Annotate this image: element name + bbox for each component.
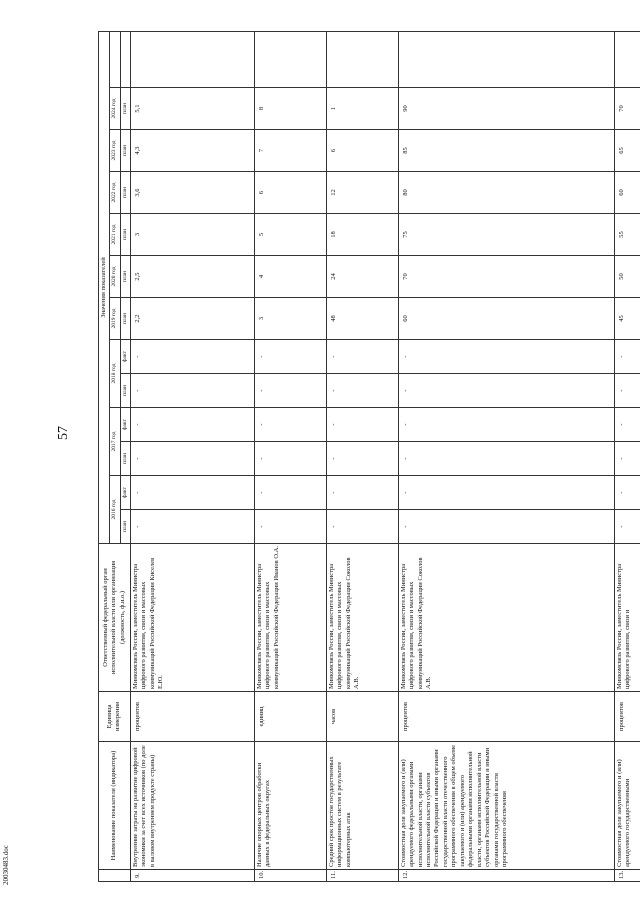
value-cell: - [614,510,640,544]
value-cell: 45 [614,298,640,340]
header-year: 2023 год [110,130,120,172]
responsible-cell: Минкомсвязь России, заместитель Министра цифрового развития, связи и [614,544,640,692]
value-cell: - [398,510,614,544]
value-cell: 50 [614,256,640,298]
header-year: 2020 год [110,256,120,298]
header-plan: план [120,130,130,172]
value-cell: 85 [398,130,614,172]
empty-cell [254,31,326,87]
value-cell: - [254,442,326,476]
header-fact: факт [120,476,130,510]
responsible-cell: Минкомсвязь России, заместитель Министра цифрового развития, связи и массовых коммуникаций Российской Федерации Киселев Е.Ю. [130,544,254,692]
footer-file-name: 20030483.doc [2,845,10,885]
header-empty [120,31,130,87]
value-cell: 7 [254,130,326,172]
value-cell: 4 [254,256,326,298]
unit-cell: единиц [254,692,326,742]
empty-cell [614,31,640,87]
value-cell: 1 [326,88,398,130]
header-responsible: Ответственный федеральный орган исполнительной власти или организация (должность, ф.и.о.) [99,544,131,692]
table-row [398,31,614,881]
value-cell: 3,6 [130,172,254,214]
responsible-cell: Минкомсвязь России, заместитель Министра цифрового развития, связи и массовых коммуникаций Российской Федерации Иванов О.А. [254,544,326,692]
header-plan: план [120,256,130,298]
value-cell: - [130,340,254,374]
header-fact: факт [120,340,130,374]
unit-cell: процентов [614,692,640,742]
row-number: 12. [398,870,614,882]
indicator-name: Средний срок простоя государственных информационных систем в результате компьютерных атак [326,742,398,870]
value-cell: - [130,510,254,544]
responsible-cell: Минкомсвязь России, заместитель Министра цифрового развития, связи и массовых коммуникаций Российской Федерации Соколов А.В. [326,544,398,692]
value-cell: - [398,340,614,374]
value-cell: 70 [614,88,640,130]
header-plan: план [120,374,130,408]
value-cell: - [614,476,640,510]
value-cell: - [254,408,326,442]
value-cell: - [326,340,398,374]
header-unit: Единица измерения [99,692,131,742]
value-cell: - [254,476,326,510]
header-fact: факт [120,408,130,442]
table-row [326,31,398,881]
value-cell: - [130,476,254,510]
header-year: 2024 год [110,88,120,130]
row-number: 10. [254,870,326,882]
row-number: 11. [326,870,398,882]
header-plan: план [120,214,130,256]
value-cell: - [398,408,614,442]
header-year: 2022 год [110,172,120,214]
value-cell: - [130,374,254,408]
row-number: 13. [614,870,640,882]
value-cell: - [130,408,254,442]
value-cell: - [254,340,326,374]
indicator-name: Внутренние затраты на развитие цифровой экономики за счет всех источников (по доле в валовом внутреннем продукте страны) [130,742,254,870]
rotated-sheet [98,32,640,882]
value-cell: 60 [614,172,640,214]
value-cell: 3 [130,214,254,256]
value-cell: 55 [614,214,640,256]
value-cell: - [326,476,398,510]
value-cell: 75 [398,214,614,256]
header-year: 2016 год [110,476,120,544]
value-cell: 80 [398,172,614,214]
table-row [130,31,254,881]
value-cell: - [614,442,640,476]
header-indicator-name: Наименование показателя (индикатора) [99,742,131,870]
value-cell: 2,5 [130,256,254,298]
value-cell: - [398,374,614,408]
value-cell: 8 [254,88,326,130]
table-row [614,31,640,881]
value-cell: - [254,510,326,544]
table-row [254,31,326,881]
header-plan: план [120,172,130,214]
value-cell: - [614,340,640,374]
header-num-cell [99,870,131,882]
value-cell: 3 [254,298,326,340]
value-cell: 6 [254,172,326,214]
header-plan: план [120,298,130,340]
value-cell: 48 [326,298,398,340]
unit-cell: процентов [130,692,254,742]
value-cell: 5 [254,214,326,256]
value-cell: 2,2 [130,298,254,340]
value-cell: 6 [326,130,398,172]
value-cell: 65 [614,130,640,172]
value-cell: 90 [398,88,614,130]
unit-cell: часов [326,692,398,742]
header-values-group: Значения показателей [99,31,110,543]
indicator-name: Стоимостная доля закупаемого и (или) арендуемого государственными [614,742,640,870]
row-number: 9. [130,870,254,882]
value-cell: - [130,442,254,476]
header-empty [110,31,120,87]
value-cell: - [614,408,640,442]
value-cell: - [326,374,398,408]
header-year: 2017 год [110,408,120,476]
value-cell: - [614,374,640,408]
value-cell: - [326,510,398,544]
header-plan: план [120,510,130,544]
header-year: 2018 год [110,340,120,408]
header-year: 2019 год [110,298,120,340]
value-cell: 70 [398,256,614,298]
table-body [130,31,640,881]
value-cell: - [254,374,326,408]
empty-cell [326,31,398,87]
unit-cell: процентов [398,692,614,742]
empty-cell [398,31,614,87]
responsible-cell: Минкомсвязь России, заместитель Министра цифрового развития, связи и массовых коммуникаций Российской Федерации Соколов А.В. [398,544,614,692]
indicators-table [98,31,640,882]
value-cell: - [398,476,614,510]
value-cell: 12 [326,172,398,214]
value-cell: - [326,442,398,476]
empty-cell [130,31,254,87]
value-cell: - [326,408,398,442]
header-year: 2021 год [110,214,120,256]
value-cell: 5,1 [130,88,254,130]
page-number: 57 [56,426,71,440]
header-plan: план [120,88,130,130]
indicator-name: Стоимостная доля закупаемого и (или) арендуемого федеральными органами исполнительной власти, органами исполнительной власти субъектов Российской Федерации и иными органами государственной власти отечественного программного обеспечения в общем объеме закупаемого и (или) арендуемого федеральными органами исполнительной власти, органами исполнительной власти субъектов Российской Федерации и иными органами государственной власти программного обеспечения [398,742,614,870]
value-cell: - [398,442,614,476]
value-cell: 18 [326,214,398,256]
indicator-name: Наличие опорных центров обработки данных в федеральных округах [254,742,326,870]
header-plan: план [120,442,130,476]
value-cell: 4,3 [130,130,254,172]
value-cell: 24 [326,256,398,298]
value-cell: 60 [398,298,614,340]
